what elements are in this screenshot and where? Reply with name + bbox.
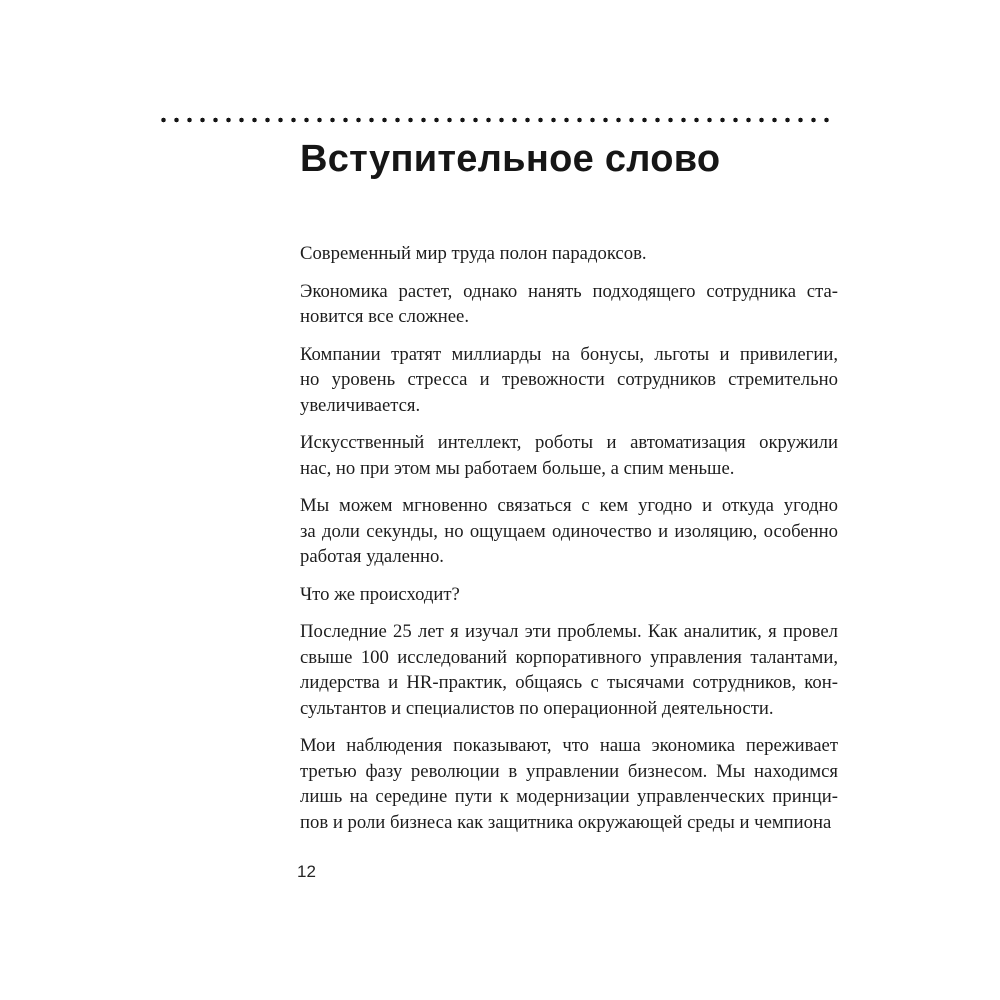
text-line: Экономика растет, однако нанять подходящего сотрудника ста- [300,280,838,302]
page-number: 12 [297,862,316,881]
text-line: лидерства и HR-практик, общаясь с тысячами сотрудников, кон- [300,672,838,693]
text-line: Последние 25 лет я изучал эти проблемы. Как аналитик, я провел [300,621,838,642]
text-line: за доли секунды, но ощущаем одиночество и изоляцию, особенно [300,520,838,542]
paragraph [300,342,838,419]
text-line: но уровень стресса и тревожности сотрудников стремительно [300,369,838,390]
paragraph [300,619,838,721]
text-line: работая удаленно. [300,546,444,567]
paragraph [300,493,838,570]
text-line: Мы можем мгновенно связаться с кем угодно и откуда угодно [300,495,838,516]
paragraph [300,241,838,267]
paragraph [300,430,838,481]
text-line: Компании тратят миллиарды на бонусы, льготы и привилегии, [300,343,838,365]
paragraph [300,279,838,330]
text-line: пов и роли бизнеса как защитника окружающей среды и чемпиона [300,811,832,833]
chapter-title: Вступительное слово [300,138,721,180]
paragraph [300,733,838,835]
dotted-separator [157,115,833,125]
paragraph [300,582,838,608]
text-line: лишь на середине пути к модернизации управленческих принци- [300,786,838,807]
text-line: свыше 100 исследований корпоративного управления талантами, [300,646,838,668]
text-line: третью фазу революции в управлении бизнесом. Мы находимся [300,760,838,782]
text-line: нас, но при этом мы работаем больше, а спим меньше. [300,457,735,479]
body-text [300,241,838,847]
text-line: Современный мир труда полон парадоксов. [300,243,647,264]
text-line: Мои наблюдения показывают, что наша экономика переживает [300,735,838,756]
text-line: сультантов и специалистов по операционной деятельности. [300,697,774,719]
text-line: Что же происходит? [300,583,460,605]
text-line: новится все сложнее. [300,306,469,327]
text-line: увеличивается. [300,394,421,416]
text-line: Искусственный интеллект, роботы и автоматизация окружили [300,432,838,453]
